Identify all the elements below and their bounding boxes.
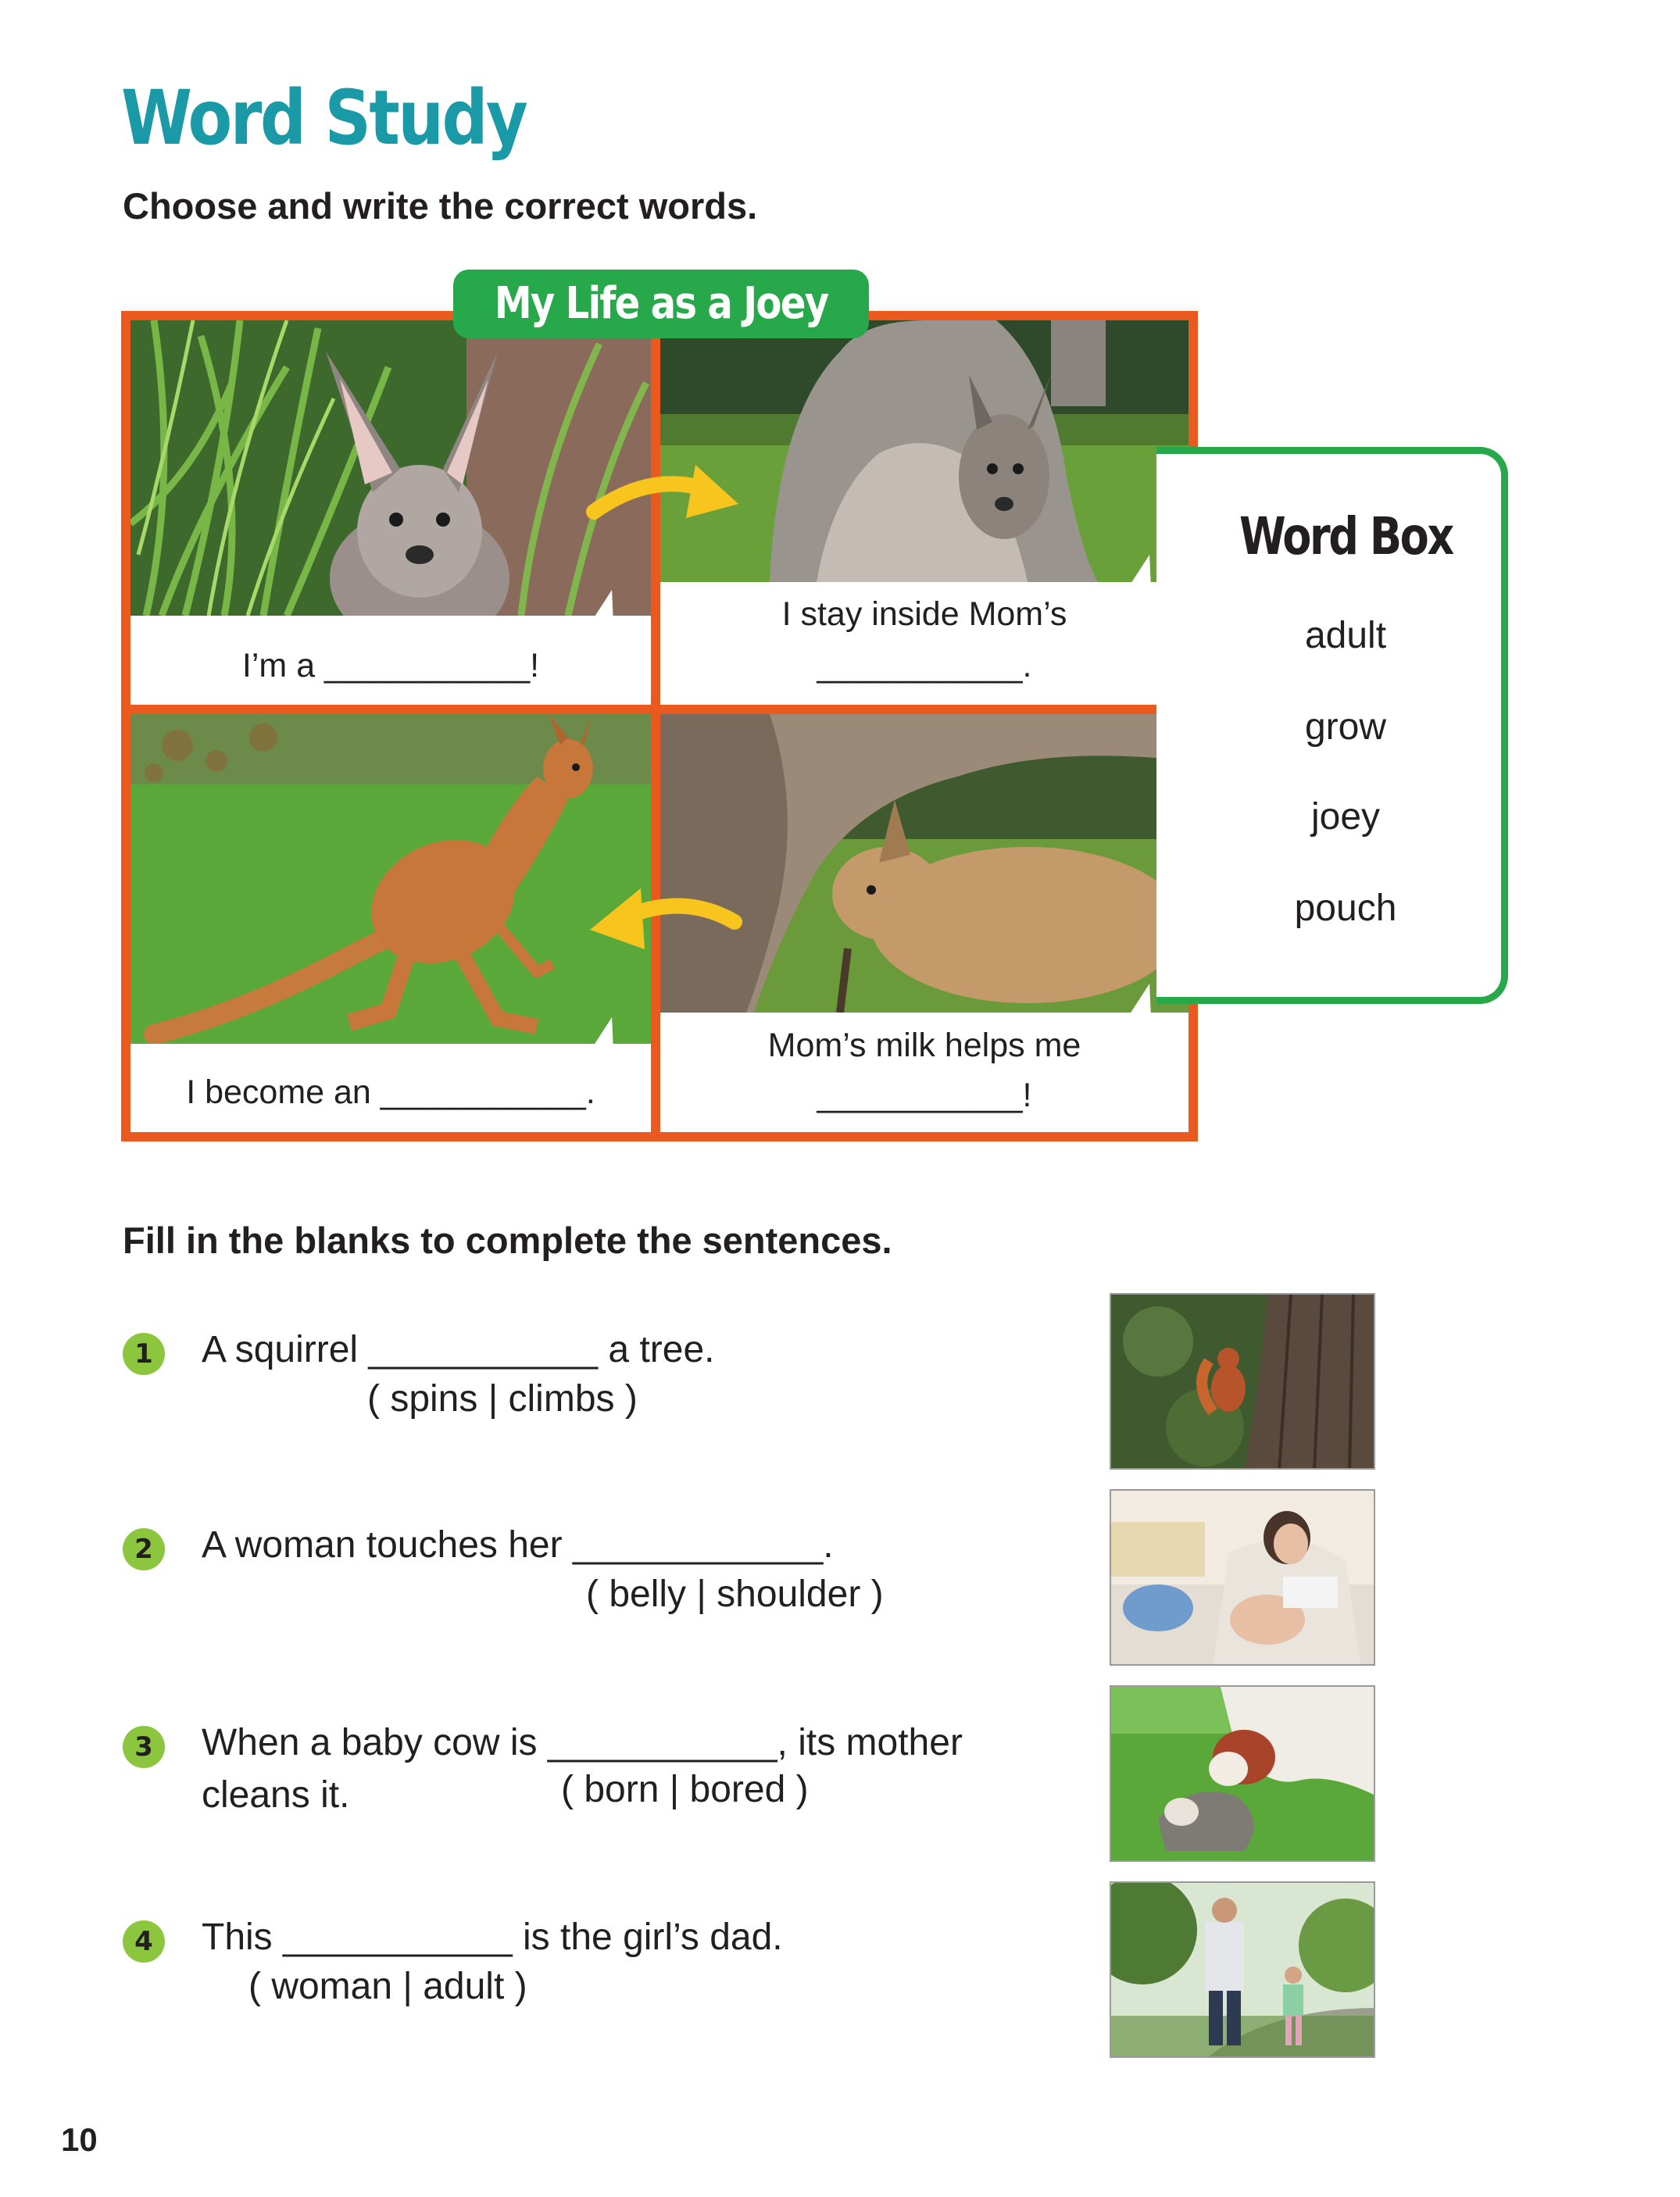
father-and-daughter-photo — [1110, 1881, 1375, 2058]
caption-panel-2-line-1: I stay inside Mom’s — [781, 595, 1067, 633]
caption-panel-2-line-2: ___________. — [817, 647, 1032, 684]
word-box-item: joey — [1310, 796, 1381, 838]
exercise-4-sentence: This ___________ is the girl’s dad. — [202, 1917, 783, 1958]
instruction-choose-words: Choose and write the correct words. — [123, 185, 758, 227]
arrow-right-icon — [578, 457, 750, 543]
caption-panel-4-line-2: ___________! — [817, 1077, 1032, 1114]
exercise-number-badge: 3 — [123, 1726, 165, 1768]
comic-title: My Life as a Joey — [453, 270, 869, 338]
comic-frame — [121, 311, 1198, 1141]
exercise-1-sentence: A squirrel ___________ a tree. — [202, 1329, 715, 1370]
word-box-item: pouch — [1294, 888, 1397, 929]
exercise-1-options: ( spins | climbs ) — [367, 1378, 638, 1420]
exercise-2-options: ( belly | shoulder ) — [586, 1574, 884, 1615]
exercise-number-badge: 1 — [123, 1333, 165, 1375]
joey-in-grass-photo — [130, 320, 651, 616]
exercise-2-sentence: A woman touches her ____________. — [202, 1524, 834, 1566]
joey-drinking-milk-photo — [660, 714, 1189, 1013]
comic-panel-3 — [130, 714, 651, 1132]
word-box-item: grow — [1304, 706, 1387, 748]
exercise-number-badge: 4 — [123, 1920, 165, 1963]
caption-panel-1: I’m a ___________! — [241, 647, 540, 684]
exercise-number-badge: 2 — [123, 1528, 165, 1570]
adult-kangaroo-photo — [130, 714, 651, 1044]
squirrel-photo — [1110, 1293, 1375, 1470]
comic-panel-1 — [130, 320, 651, 705]
arrow-left-icon — [578, 879, 750, 965]
exercise-3-sentence-line-1: When a baby cow is ___________, its mother — [202, 1722, 963, 1763]
exercise-3-options: ( born | bored ) — [561, 1769, 809, 1810]
pregnant-woman-photo — [1110, 1489, 1375, 1666]
exercise-4-options: ( woman | adult ) — [248, 1966, 527, 2007]
page-title: Word Study — [121, 74, 527, 162]
word-box-item: adult — [1304, 615, 1387, 656]
exercise-3-sentence-line-2: cleans it. — [202, 1774, 350, 1816]
word-box-title: Word Box — [1239, 506, 1453, 566]
caption-panel-4-line-1: Mom’s milk helps me — [767, 1027, 1081, 1064]
instruction-fill-blanks: Fill in the blanks to complete the sentences. — [123, 1220, 892, 1261]
caption-panel-3: I become an ___________. — [186, 1073, 595, 1111]
page-number: 10 — [61, 2121, 98, 2158]
cow-and-calf-photo — [1110, 1685, 1375, 1862]
